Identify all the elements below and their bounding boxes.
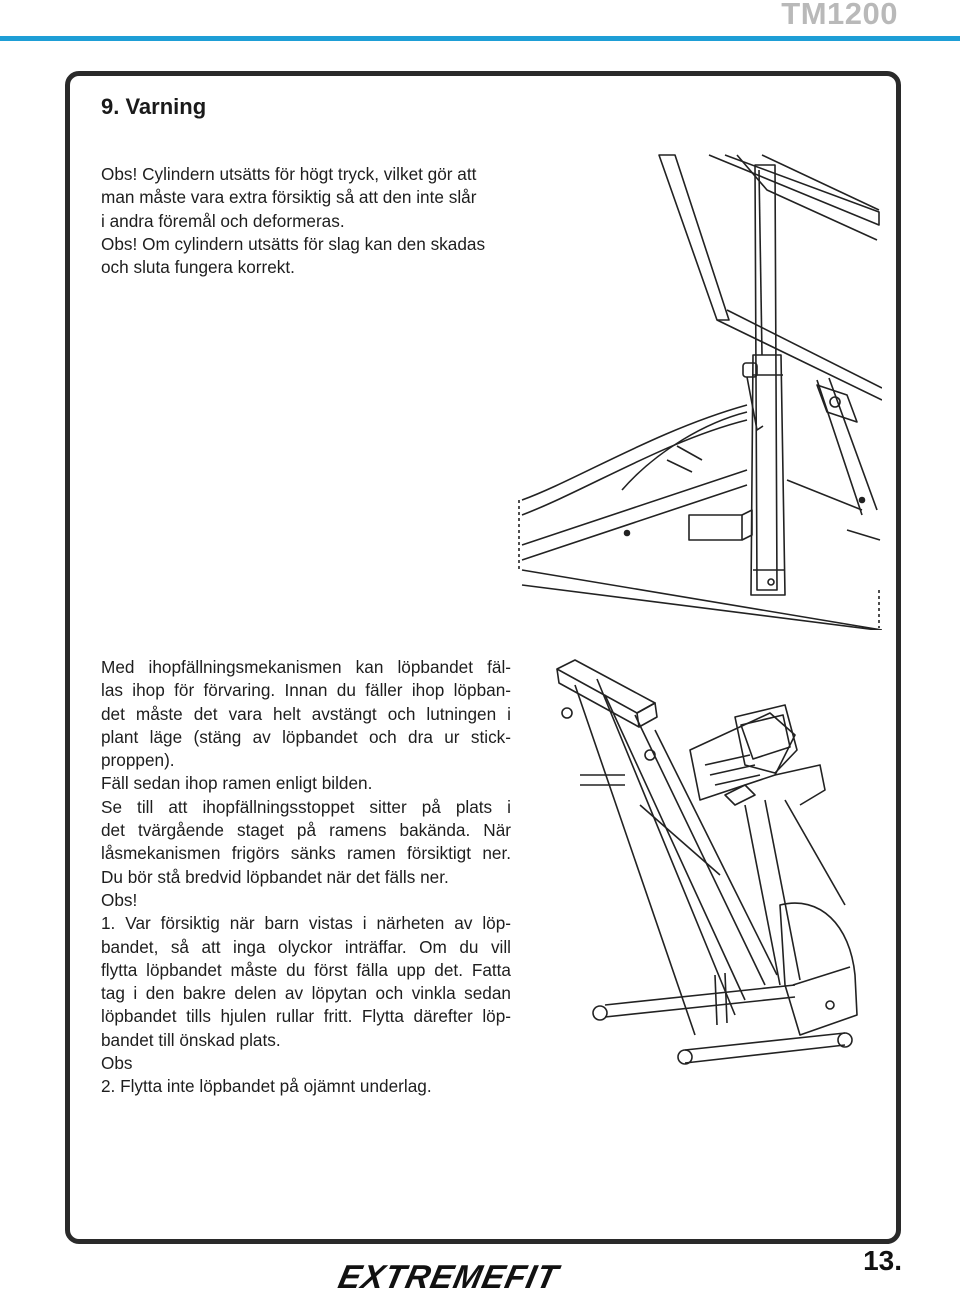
cylinder-closeup-illustration xyxy=(517,150,882,630)
folded-treadmill-illustration xyxy=(545,655,870,1075)
text-line: Obs xyxy=(101,1053,133,1074)
text-line: Obs! Om cylindern utsätts för slag kan den skadas xyxy=(101,233,486,254)
warning-paragraph xyxy=(101,163,531,279)
text-line: Se till att ihopfällningsstoppet sitter på plats i xyxy=(101,796,511,817)
text-line: i andra föremål och deformeras. xyxy=(101,210,345,231)
text-line: 1. Var försiktig när barn vistas i närheten av löp- xyxy=(101,913,511,934)
text-line: Obs! xyxy=(101,889,138,910)
text-line: bandet till önskad plats. xyxy=(101,1029,281,1050)
text-line: det tvärgående staget på ramens bakända. När xyxy=(101,820,511,841)
page-number: 13. xyxy=(863,1245,902,1276)
text-line: las ihop för förvaring. Innan du fäller ihop löpban- xyxy=(101,680,511,701)
text-line: löpbandet tills hjulen rullar fritt. Flytta därefter löp- xyxy=(101,1006,511,1027)
text-line: plant läge (stäng av löpbandet och dra ur stick- xyxy=(101,726,511,747)
text-line: och sluta fungera korrekt. xyxy=(101,257,295,278)
text-line: tag i den bakre delen av löpytan och vinkla sedan xyxy=(101,983,511,1004)
model-label: TM1200 xyxy=(781,0,898,31)
text-line: Fäll sedan ihop ramen enligt bilden. xyxy=(101,773,373,794)
text-line: Obs! Cylindern utsätts för högt tryck, vilket gör att xyxy=(101,164,477,184)
folding-paragraph xyxy=(101,656,511,1099)
text-line: flytta löpbandet måste du först fälla upp det. Fatta xyxy=(101,959,511,980)
text-line: låsmekanismen frigörs sänks ramen försiktigt ner. xyxy=(101,843,511,864)
header-rule xyxy=(0,36,960,41)
text-line: bandet, så att inga olyckor inträffar. Om du vill xyxy=(101,936,511,957)
text-line: Du bör stå bredvid löpbandet när det fälls ner. xyxy=(101,866,449,887)
text-line: man måste vara extra försiktig så att den inte slår xyxy=(101,187,477,208)
section-title: 9. Varning xyxy=(101,94,207,119)
text-line: Med ihopfällningsmekanismen kan löpbandet fäl- xyxy=(101,657,511,677)
text-line: det måste det vara helt avstängt och lutningen i xyxy=(101,703,511,724)
text-line: 2. Flytta inte löpbandet på ojämnt underlag. xyxy=(101,1076,432,1097)
brand-logo: EXTREMEFIT xyxy=(335,1258,563,1295)
text-line: proppen). xyxy=(101,750,175,771)
